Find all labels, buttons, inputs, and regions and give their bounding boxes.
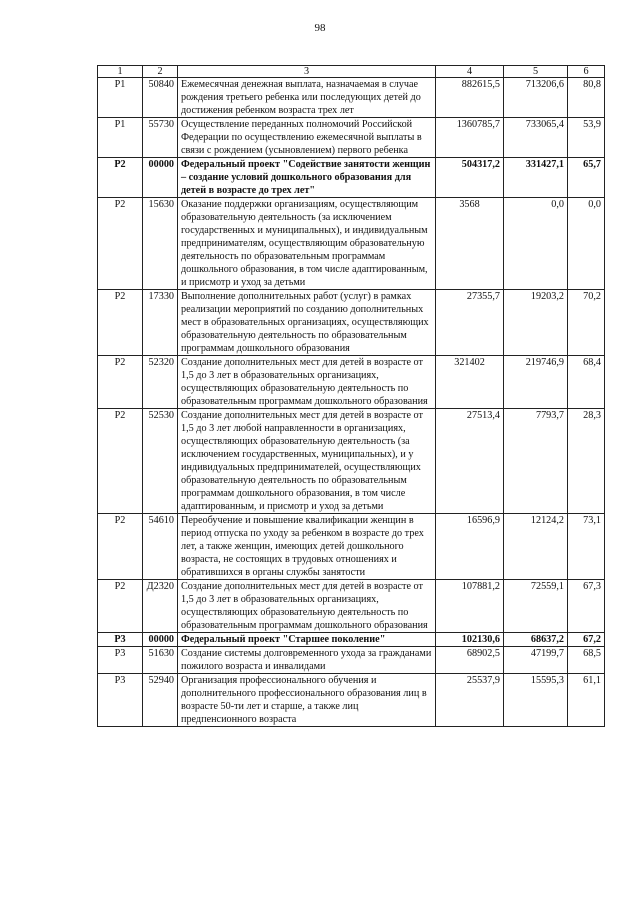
program-code-cell: Р3 — [98, 674, 143, 727]
planned-amount-cell: 107881,2 — [436, 580, 504, 633]
program-code-cell: Р2 — [98, 290, 143, 356]
program-code-cell: Р2 — [98, 580, 143, 633]
executed-amount-cell: 72559,1 — [504, 580, 568, 633]
table-row — [98, 290, 605, 356]
planned-amount-cell: 102130,6 — [436, 633, 504, 647]
percent-cell: 68,4 — [568, 356, 605, 409]
direction-code-cell: 55730 — [143, 118, 178, 158]
table-row — [98, 118, 605, 158]
column-header: 4 — [436, 66, 504, 78]
executed-amount-cell: 68637,2 — [504, 633, 568, 647]
column-header: 5 — [504, 66, 568, 78]
program-code-cell: Р2 — [98, 158, 143, 198]
description-cell: Создание системы долговременного ухода за гражданами пожилого возраста и инвалидами — [178, 647, 436, 674]
percent-cell: 67,3 — [568, 580, 605, 633]
percent-cell: 73,1 — [568, 514, 605, 580]
executed-amount-cell: 12124,2 — [504, 514, 568, 580]
planned-amount-cell: 3568 — [436, 198, 504, 290]
direction-code-cell: Д2320 — [143, 580, 178, 633]
budget-table — [97, 65, 605, 727]
direction-code-cell: 00000 — [143, 158, 178, 198]
percent-cell: 0,0 — [568, 198, 605, 290]
planned-amount-cell: 68902,5 — [436, 647, 504, 674]
description-cell: Создание дополнительных мест для детей в возрасте от 1,5 до 3 лет в образовательных организациях, осуществляющих образовательную деятельность по образовательным программам дошкольного образования — [178, 580, 436, 633]
description-cell: Осуществление переданных полномочий Российской Федерации по осуществлению ежемесячной выплаты в связи с рождением (усыновлением) первого ребенка — [178, 118, 436, 158]
table-row-section-total — [98, 633, 605, 647]
planned-amount-cell: 504317,2 — [436, 158, 504, 198]
percent-cell: 28,3 — [568, 409, 605, 514]
program-code-cell: Р3 — [98, 633, 143, 647]
percent-cell: 80,8 — [568, 78, 605, 118]
executed-amount-cell: 0,0 — [504, 198, 568, 290]
program-code-cell: Р2 — [98, 409, 143, 514]
executed-amount-cell: 7793,7 — [504, 409, 568, 514]
table-row — [98, 514, 605, 580]
executed-amount-cell: 219746,9 — [504, 356, 568, 409]
direction-code-cell: 52940 — [143, 674, 178, 727]
direction-code-cell: 54610 — [143, 514, 178, 580]
description-cell: Выполнение дополнительных работ (услуг) в рамках реализации мероприятий по созданию дополнительных мест в образовательных организациях, осуществляющих образовательную деятельность по образовательным программам дошкольного образования — [178, 290, 436, 356]
direction-code-cell: 52530 — [143, 409, 178, 514]
description-cell: Переобучение и повышение квалификации женщин в период отпуска по уходу за ребенком в возрасте до трех лет, а также женщин, имеющих детей дошкольного возраста, не состоящих в трудовых отношениях и обратившихся в органы службы занятости — [178, 514, 436, 580]
percent-cell: 65,7 — [568, 158, 605, 198]
percent-cell: 68,5 — [568, 647, 605, 674]
description-cell: Федеральный проект "Старшее поколение" — [178, 633, 436, 647]
planned-amount-cell: 321402 — [436, 356, 504, 409]
direction-code-cell: 51630 — [143, 647, 178, 674]
executed-amount-cell: 331427,1 — [504, 158, 568, 198]
table-row — [98, 580, 605, 633]
page-number: 98 — [314, 22, 326, 34]
direction-code-cell: 15630 — [143, 198, 178, 290]
column-header: 6 — [568, 66, 605, 78]
description-cell: Создание дополнительных мест для детей в возрасте от 1,5 до 3 лет в образовательных организациях, осуществляющих образовательную деятельность по образовательным программам дошкольного образования — [178, 356, 436, 409]
planned-amount-cell: 27513,4 — [436, 409, 504, 514]
table-row — [98, 198, 605, 290]
description-cell: Ежемесячная денежная выплата, назначаемая в случае рождения третьего ребенка или последующих детей до достижения ребенком возраста трех лет — [178, 78, 436, 118]
program-code-cell: Р1 — [98, 78, 143, 118]
executed-amount-cell: 15595,3 — [504, 674, 568, 727]
description-cell: Организация профессионального обучения и дополнительного профессионального образования лиц в возрасте 50-ти лет и старше, а также лиц предпенсионного возраста — [178, 674, 436, 727]
executed-amount-cell: 733065,4 — [504, 118, 568, 158]
planned-amount-cell: 25537,9 — [436, 674, 504, 727]
description-cell: Создание дополнительных мест для детей в возрасте от 1,5 до 3 лет любой направленности в организациях, осуществляющих образовательную деятельность (за исключением государственных, муниципальных), и у индивидуальных предпринимателей, осуществляющих образовательную деятельность по образовательным программам дошкольного образования, в том числе адаптированным, и присмотр и уход за детьми — [178, 409, 436, 514]
direction-code-cell: 17330 — [143, 290, 178, 356]
executed-amount-cell: 713206,6 — [504, 78, 568, 118]
table-row — [98, 674, 605, 727]
planned-amount-cell: 16596,9 — [436, 514, 504, 580]
percent-cell: 67,2 — [568, 633, 605, 647]
program-code-cell: Р2 — [98, 356, 143, 409]
description-cell: Оказание поддержки организациям, осуществляющим образовательную деятельность (за исключением государственных и муниципальных), и индивидуальным предпринимателям, осуществляющим образовательную деятельность по образовательным программам дошкольного образования, в том числе адаптированным, и присмотр и уход за детьми — [178, 198, 436, 290]
percent-cell: 61,1 — [568, 674, 605, 727]
description-cell: Федеральный проект "Содействие занятости женщин – создание условий дошкольного образования для детей в возрасте до трех лет" — [178, 158, 436, 198]
table-row — [98, 78, 605, 118]
percent-cell: 53,9 — [568, 118, 605, 158]
direction-code-cell: 00000 — [143, 633, 178, 647]
program-code-cell: Р1 — [98, 118, 143, 158]
planned-amount-cell: 882615,5 — [436, 78, 504, 118]
column-header: 1 — [98, 66, 143, 78]
executed-amount-cell: 19203,2 — [504, 290, 568, 356]
table-row — [98, 647, 605, 674]
direction-code-cell: 50840 — [143, 78, 178, 118]
planned-amount-cell: 27355,7 — [436, 290, 504, 356]
program-code-cell: Р2 — [98, 514, 143, 580]
executed-amount-cell: 47199,7 — [504, 647, 568, 674]
table-row — [98, 356, 605, 409]
program-code-cell: Р2 — [98, 198, 143, 290]
table-header-row — [98, 66, 605, 78]
program-code-cell: Р3 — [98, 647, 143, 674]
table-row-section-total — [98, 158, 605, 198]
planned-amount-cell: 1360785,7 — [436, 118, 504, 158]
table-row — [98, 409, 605, 514]
percent-cell: 70,2 — [568, 290, 605, 356]
direction-code-cell: 52320 — [143, 356, 178, 409]
column-header: 2 — [143, 66, 178, 78]
column-header: 3 — [178, 66, 436, 78]
